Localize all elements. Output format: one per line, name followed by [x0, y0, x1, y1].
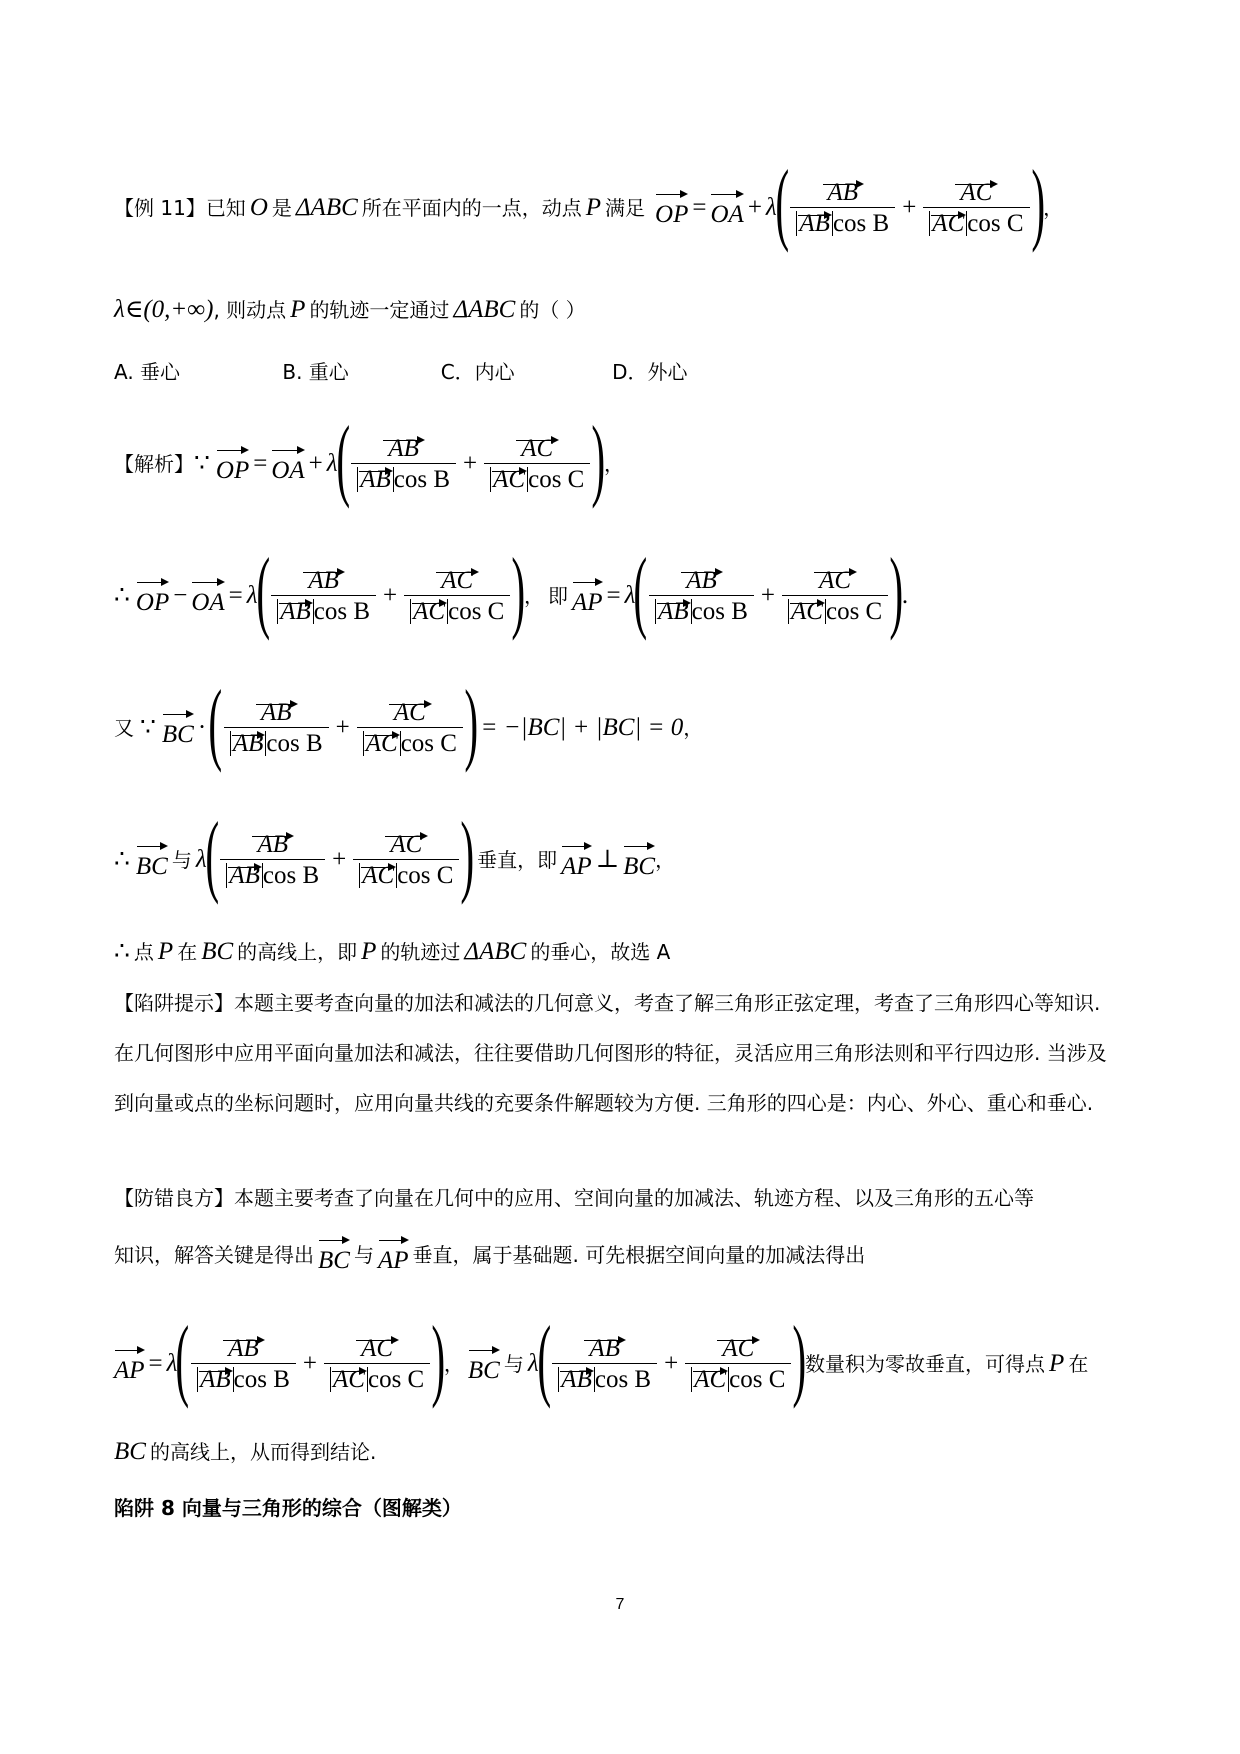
answer-options	[114, 360, 1126, 384]
trap-tip	[114, 978, 1126, 1128]
example-statement: 【例 11】 已知 O 是 ΔABC 所在平面内的一点，动点 P 满足 OP = OA + λ ( $\frac{AB}{\text{AB cos B}}$ + $\frac{AC}{\text{AC cos C}}$ ) ，	[114, 151, 1064, 253]
example-formula: OP = OA + λ ( $\frac{AB}{\text{AB cos B}}$ + $\frac{AC}{\text{AC cos C}}$ ) ，	[655, 151, 1064, 253]
trap-tip-label: 【陷阱提示】	[114, 991, 234, 1015]
solution-line-2: ∴ OP − OA = λ ( $\frac{AB}{\text{AB cos B}}$ + $\frac{AC}{\text{AC cos C}}$ ) ， 即 AP = λ ( $\frac{AB}{\text{AB cos B}}$ + $\frac{AC}{\text{AC cos C}}$ ) .	[114, 539, 909, 641]
prevention-line-1: 【防错良方】 本题主要考查了向量在几何中的应用、空间向量的加减法、轨迹方程、以及三角形的五心等	[114, 1186, 1034, 1210]
solution-line-1: 【解析】 ∵ OP = OA + λ ( $\frac{AB}{\text{AB cos B}}$ + $\frac{AC}{\text{AC cos C}}$ ) ，	[114, 407, 624, 509]
example-label: 【例 11】	[114, 196, 206, 220]
prevention-label: 【防错良方】	[114, 1186, 234, 1210]
section-heading: 陷阱 8 向量与三角形的综合（图解类）	[114, 1496, 462, 1520]
page-number: 7	[615, 1596, 625, 1613]
solution-label: 【解析】	[114, 452, 194, 476]
prevention-line-4: BC 的高线上，从而得到结论.	[114, 1438, 377, 1465]
solution-line-4: ∴ BC 与 λ ( $\frac{AB}{\text{AB cos B}}$ + $\frac{AC}{\text{AC cos C}}$ ) 垂直，即 AP ⊥ BC ，	[114, 803, 676, 905]
solution-conclusion: ∴ 点 P 在 BC 的高线上，即 P 的轨迹过 ΔABC 的垂心，故选 A	[114, 938, 671, 965]
trap-tip-text: 本题主要考查向量的加法和减法的几何意义，考查了解三角形正弦定理，考查了三角形四心等知识. 在几何图形中应用平面向量加法和减法，往往要借助几何图形的特征，灵活应用三角形法则和平行四边形. 当涉及到向量或点的坐标问题时，应用向量共线的充要条件解题较为方便. 三角形的四心是：内心、外心、重心和垂心.	[114, 991, 1107, 1115]
solution-line-3: 又 ∵ BC · ( $\frac{AB}{\text{AB cos B}}$ + $\frac{AC}{\text{AC cos C}}$ ) = −|BC| + |BC| = 0 ，	[114, 671, 704, 773]
example-question: λ∈(0,+∞) , 则动点 P 的轨迹一定通过 ΔABC 的（ ）	[114, 296, 586, 323]
option-c: C．内心	[440, 360, 515, 384]
option-b: B. 重心	[282, 360, 349, 384]
option-d: D．外心	[612, 360, 688, 384]
prevention-line-3: AP = λ ( $\frac{AB}{\text{AB cos B}}$ + $\frac{AC}{\text{AC cos C}}$ ) ， BC 与 λ ( $\frac{AB}{\text{AB cos B}}$ + $\frac{AC}{\text{AC cos C}}$ ) 数量积为零故垂直，可得点 P 在	[114, 1307, 1089, 1409]
option-a: A. 垂心	[114, 360, 181, 384]
prevention-line-2: 知识，解答关键是得出 BC 与 AP 垂直，属于基础题. 可先根据空间向量的加减法得出	[114, 1236, 1126, 1273]
